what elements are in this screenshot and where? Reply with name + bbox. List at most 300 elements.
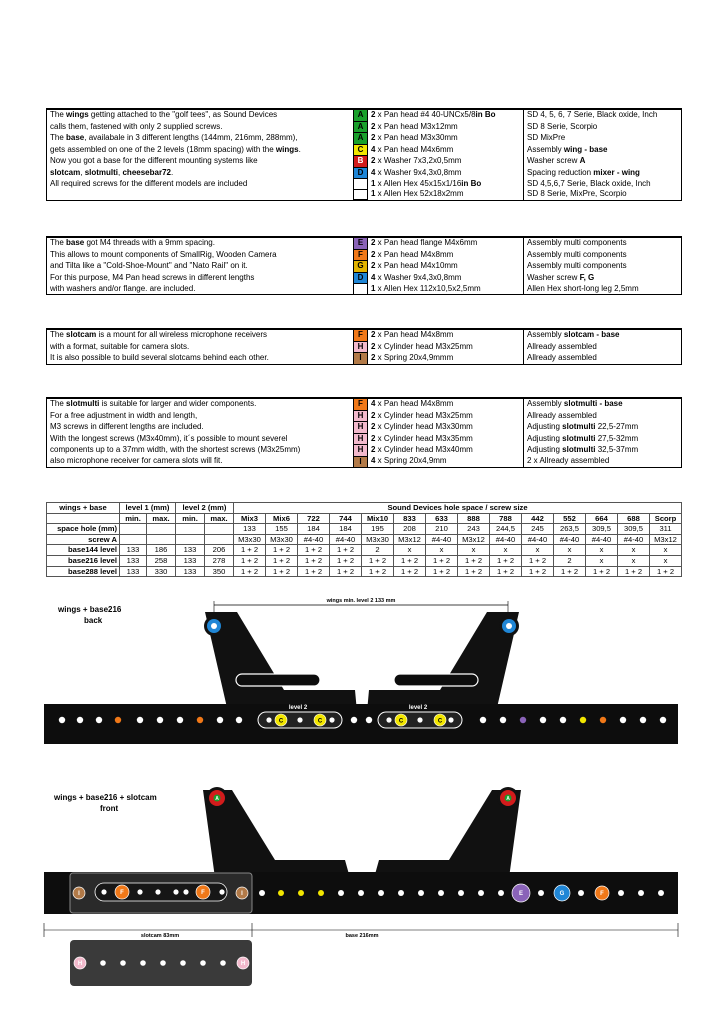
- plate-hole: [660, 717, 666, 723]
- part-code-badge: G: [354, 261, 368, 273]
- fit-cell: x: [522, 545, 554, 556]
- description-cell: The base got M4 threads with a 9mm spacing.: [47, 238, 354, 250]
- fit-cell: x: [650, 545, 682, 556]
- notice-cell: Washer screw F, G: [524, 272, 682, 284]
- plate-hole: [458, 890, 464, 896]
- part-code-badge: [354, 284, 368, 295]
- level1-slot-right: [394, 674, 478, 686]
- model-header: 442: [522, 513, 554, 524]
- space-cell: 245: [522, 524, 554, 535]
- description-cell: [47, 189, 354, 200]
- diagram1-label-line1: wings + base216: [58, 605, 122, 614]
- minmax-header: min.: [120, 513, 147, 524]
- fit-cell: x: [650, 555, 682, 566]
- fit-cell: 1 + 2: [362, 566, 394, 577]
- part-code-badge: [354, 189, 368, 200]
- description-cell: The base, availabale in 3 different lengths (144mm, 216mm, 288mm),: [47, 133, 354, 145]
- description-cell: with washers and/or flange. are included.: [47, 284, 354, 295]
- level1-label-right: level 1: [431, 665, 451, 671]
- notice-cell: Allready assembled: [524, 410, 682, 422]
- plate-hole: [540, 717, 546, 723]
- part-code-badge: A: [354, 110, 368, 122]
- notice-cell: Assembly multi components: [524, 249, 682, 261]
- screw-cell: #4-40: [426, 534, 458, 545]
- part-code-badge: F: [354, 249, 368, 261]
- grid-cell: [205, 534, 234, 545]
- slotcam-table: [46, 328, 682, 365]
- diagram-wings-base216-slotcam-front: [0, 780, 724, 990]
- part-code-badge: H: [354, 341, 368, 353]
- fit-cell: 1 + 2: [522, 555, 554, 566]
- model-header: 888: [458, 513, 490, 524]
- fit-cell: 2: [554, 555, 586, 566]
- screw-cell: M3x12: [650, 534, 682, 545]
- description-cell: The slotcam is a mount for all wireless microphone receivers: [47, 330, 354, 342]
- plate-hole: [398, 890, 404, 896]
- model-header: Mix10: [362, 513, 394, 524]
- description-cell: Now you got a base for the different mounting systems like: [47, 156, 354, 168]
- space-cell: 309,5: [618, 524, 650, 535]
- notice-cell: Assembly multi components: [524, 238, 682, 250]
- fit-cell: x: [458, 545, 490, 556]
- table-row: [47, 399, 682, 411]
- description-cell: The wings getting attached to the "golf tees", as Sound Devices: [47, 110, 354, 122]
- fit-cell: 1 + 2: [330, 555, 362, 566]
- package-cell: 4 x Pan head M4x8mm: [368, 399, 524, 411]
- description-cell: calls them, fastened with only 2 supplied screws.: [47, 121, 354, 133]
- table-row: [47, 410, 682, 422]
- plate-hole: [177, 717, 183, 723]
- table-row: [47, 272, 682, 284]
- level-cell: 133: [176, 555, 205, 566]
- package-cell: 2 x Washer 7x3,2x0,5mm: [368, 156, 524, 168]
- fit-cell: 1 + 2: [234, 566, 266, 577]
- slotcam-dimension-label: slotcam 83mm: [140, 933, 180, 939]
- level2-label-left: level 2: [288, 705, 308, 711]
- screw-cell: #4-40: [554, 534, 586, 545]
- notice-cell: Assembly wing - base: [524, 144, 682, 156]
- package-cell: 1 x Allen Hex 112x10,5x2,5mm: [368, 284, 524, 295]
- plate-hole: [137, 717, 143, 723]
- screw-cell: M3x12: [458, 534, 490, 545]
- description-cell: The slotmulti is suitable for larger and wider components.: [47, 399, 354, 411]
- part-code-badge: [354, 200, 368, 201]
- plate-hole: [378, 890, 384, 896]
- part-code-badge: [354, 179, 368, 190]
- fit-cell: 2: [362, 545, 394, 556]
- description-cell: with a format, suitable for camera slots.: [47, 341, 354, 353]
- level-cell: 278: [205, 555, 234, 566]
- space-cell: 208: [394, 524, 426, 535]
- svg-text:C: C: [278, 718, 284, 725]
- svg-text:F: F: [201, 890, 205, 897]
- package-cell: 2 x Spring 20x4,9mmm: [368, 353, 524, 365]
- svg-text:C: C: [437, 718, 443, 725]
- model-header: 722: [298, 513, 330, 524]
- model-header: 788: [490, 513, 522, 524]
- table-row: [47, 422, 682, 434]
- base216-plate: [44, 704, 678, 744]
- diagram2-label-line1: wings + base216 + slotcam: [54, 793, 157, 802]
- dimension-label: wings min. level 2 133 mm: [326, 598, 396, 604]
- fit-cell: 1 + 2: [586, 566, 618, 577]
- part-code-badge: D: [354, 167, 368, 179]
- grid-cell: [120, 534, 147, 545]
- diagram-wings-base216-back: [0, 592, 724, 762]
- package-cell: 4 x Washer 9x4,3x0,8mm: [368, 272, 524, 284]
- plate-hole: [578, 890, 584, 896]
- plate-hole: [418, 890, 424, 896]
- fit-cell: 1 + 2: [394, 566, 426, 577]
- fit-cell: 1 + 2: [522, 566, 554, 577]
- svg-text:F: F: [120, 890, 124, 897]
- notice-cell: [524, 200, 682, 201]
- svg-text:A: A: [506, 796, 510, 802]
- fit-cell: 1 + 2: [266, 566, 298, 577]
- svg-text:A: A: [215, 796, 219, 802]
- slot-hole: [266, 717, 271, 722]
- description-cell: This allows to mount components of SmallRig, Wooden Camera: [47, 249, 354, 261]
- package-cell: 2 x Pan head #4 40-UNCx5/8in Bo: [368, 110, 524, 122]
- svg-text:C: C: [398, 718, 404, 725]
- description-cell: For this purpose, M4 Pan head screws in different lengths: [47, 272, 354, 284]
- fit-cell: 1 + 2: [330, 566, 362, 577]
- package-cell: [368, 200, 524, 201]
- screw-cell: #4-40: [490, 534, 522, 545]
- table-row: [47, 261, 682, 273]
- notice-cell: Allen Hex short-long leg 2,5mm: [524, 284, 682, 295]
- plate-hole: [358, 890, 364, 896]
- table-row: [47, 133, 682, 145]
- table-row: [47, 167, 682, 179]
- fit-cell: x: [586, 545, 618, 556]
- fit-cell: x: [586, 555, 618, 566]
- part-code-badge: A: [354, 121, 368, 133]
- svg-text:I: I: [241, 891, 243, 898]
- notice-cell: Assembly slotcam - base: [524, 330, 682, 342]
- fit-cell: x: [394, 545, 426, 556]
- slot-hole: [137, 889, 142, 894]
- minmax-header: max.: [205, 513, 234, 524]
- plate-hole: [580, 717, 586, 723]
- table-row: [47, 121, 682, 133]
- plate-hole: [480, 717, 486, 723]
- level-cell: 206: [205, 545, 234, 556]
- grid-cell: [120, 524, 147, 535]
- slotmulti-table: [46, 397, 682, 468]
- notice-cell: Assembly slotmulti - base: [524, 399, 682, 411]
- notice-cell: SD 4,5,6,7 Serie, Black oxide, Inch: [524, 179, 682, 190]
- level2-label-right: level 2: [408, 705, 428, 711]
- table-row: [47, 144, 682, 156]
- level-cell: 133: [176, 545, 205, 556]
- level-cell: 133: [120, 545, 147, 556]
- grid-row: [47, 566, 682, 577]
- slotcam-hole: [140, 960, 146, 966]
- plate-hole: [338, 890, 344, 896]
- fit-cell: 1 + 2: [394, 555, 426, 566]
- grid-cell: [176, 524, 205, 535]
- plate-hole: [520, 717, 526, 723]
- level1-header: level 1 (mm): [120, 503, 176, 514]
- part-code-badge: H: [354, 410, 368, 422]
- fit-cell: 1 + 2: [426, 566, 458, 577]
- model-header: 688: [618, 513, 650, 524]
- space-cell: 243: [458, 524, 490, 535]
- svg-text:I: I: [78, 891, 80, 898]
- notice-cell: Allready assembled: [524, 341, 682, 353]
- plate-hole: [318, 890, 324, 896]
- svg-text:C: C: [317, 718, 323, 725]
- package-cell: 1 x Allen Hex 52x18x2mm: [368, 189, 524, 200]
- plate-hole: [366, 717, 372, 723]
- fit-cell: 1 + 2: [650, 566, 682, 577]
- package-cell: 4 x Pan head M4x6mm: [368, 144, 524, 156]
- notice-cell: SD 8 Serie, Scorpio: [524, 121, 682, 133]
- space-cell: 210: [426, 524, 458, 535]
- description-cell: M3 screws in different lengths are included.: [47, 422, 354, 434]
- slotcam-hole: [160, 960, 166, 966]
- description-cell: All required screws for the different models are included: [47, 179, 354, 190]
- part-code-badge: A: [354, 133, 368, 145]
- base-dimension-label: base 216mm: [345, 933, 379, 939]
- fit-cell: 1 + 2: [490, 566, 522, 577]
- fit-cell: 1 + 2: [298, 566, 330, 577]
- table-row: [47, 284, 682, 295]
- plate-hole: [197, 717, 203, 723]
- grid-cell: [205, 524, 234, 535]
- space-cell: 309,5: [586, 524, 618, 535]
- plate-hole: [59, 717, 65, 723]
- fit-cell: 1 + 2: [618, 566, 650, 577]
- space-label: space hole (mm): [47, 524, 120, 535]
- space-cell: 263,5: [554, 524, 586, 535]
- part-code-badge: I: [354, 353, 368, 365]
- plate-hole: [600, 717, 606, 723]
- fit-cell: 1 + 2: [458, 555, 490, 566]
- slot-hole: [101, 889, 106, 894]
- level1-slot-left: [236, 674, 320, 686]
- space-cell: 155: [266, 524, 298, 535]
- plate-hole: [115, 717, 121, 723]
- space-cell: 184: [298, 524, 330, 535]
- package-cell: 4 x Spring 20x4,9mm: [368, 456, 524, 468]
- part-code-badge: B: [354, 156, 368, 168]
- notice-cell: Spacing reduction mixer - wing: [524, 167, 682, 179]
- level-cell: 186: [147, 545, 176, 556]
- package-cell: 2 x Pan head M4x8mm: [368, 249, 524, 261]
- table-row: [47, 200, 682, 201]
- part-code-badge: H: [354, 445, 368, 457]
- plate-hole: [259, 890, 265, 896]
- notice-cell: Adjusting slotmulti 22,5-27mm: [524, 422, 682, 434]
- model-header: 833: [394, 513, 426, 524]
- screw-cell: M3x30: [234, 534, 266, 545]
- plate-hole: [498, 890, 504, 896]
- level2-header: level 2 (mm): [176, 503, 234, 514]
- screw-cell: #4-40: [618, 534, 650, 545]
- plate-hole: [77, 717, 83, 723]
- table-row: [47, 179, 682, 190]
- table-row: [47, 156, 682, 168]
- slotcam-hole: [180, 960, 186, 966]
- table-row: [47, 456, 682, 468]
- table-row: [47, 341, 682, 353]
- slot-hole: [183, 889, 188, 894]
- table-row: [47, 445, 682, 457]
- table-row: [47, 238, 682, 250]
- plate-hole: [236, 717, 242, 723]
- fit-cell: x: [618, 555, 650, 566]
- svg-text:F: F: [600, 891, 604, 898]
- fit-cell: 1 + 2: [554, 566, 586, 577]
- slotcam-hole: [220, 960, 226, 966]
- wings-table: [46, 108, 682, 201]
- part-code-badge: H: [354, 422, 368, 434]
- part-code-badge: F: [354, 330, 368, 342]
- svg-text:H: H: [77, 961, 83, 968]
- notice-cell: Adjusting slotmulti 32,5-37mm: [524, 445, 682, 457]
- model-header: Mix3: [234, 513, 266, 524]
- diagram1-label-line2: back: [84, 616, 103, 625]
- fit-cell: 1 + 2: [266, 555, 298, 566]
- diagram2-label-line2: front: [100, 804, 119, 813]
- plate-hole: [618, 890, 624, 896]
- plate-hole: [640, 717, 646, 723]
- model-header: 633: [426, 513, 458, 524]
- notice-cell: Assembly multi components: [524, 261, 682, 273]
- description-cell: For a free adjustment in width and length,: [47, 410, 354, 422]
- slot-hole: [173, 889, 178, 894]
- notice-cell: 2 x Allready assembled: [524, 456, 682, 468]
- fit-cell: 1 + 2: [426, 555, 458, 566]
- plate-hole: [278, 890, 284, 896]
- notice-cell: Adjusting slotmulti 27,5-32mm: [524, 433, 682, 445]
- description-cell: and Tilta like a "Cold-Shoe-Mount" and "Nato Rail" on it.: [47, 261, 354, 273]
- plate-hole: [157, 717, 163, 723]
- grid-corner: wings + base: [47, 503, 120, 514]
- level-cell: 133: [120, 555, 147, 566]
- plate-hole: [298, 890, 304, 896]
- screw-cell: M3x30: [362, 534, 394, 545]
- screw-label: screw A: [47, 534, 120, 545]
- notice-cell: SD 8 Serie, MixPre, Scorpio: [524, 189, 682, 200]
- table-row: [47, 330, 682, 342]
- table-row: [47, 433, 682, 445]
- model-header: 744: [330, 513, 362, 524]
- fit-cell: 1 + 2: [490, 555, 522, 566]
- svg-text:E: E: [518, 891, 524, 898]
- svg-text:G: G: [559, 891, 565, 898]
- minmax-header: max.: [147, 513, 176, 524]
- row-label: base144 level: [47, 545, 120, 556]
- sound-devices-header: Sound Devices hole space / screw size: [234, 503, 682, 514]
- fit-cell: 1 + 2: [458, 566, 490, 577]
- package-cell: 1 x Allen Hex 45x15x1/16in Bo: [368, 179, 524, 190]
- plate-hole: [620, 717, 626, 723]
- level-cell: 133: [176, 566, 205, 577]
- fit-cell: 1 + 2: [298, 545, 330, 556]
- part-code-badge: F: [354, 399, 368, 411]
- level-cell: 350: [205, 566, 234, 577]
- description-cell: gets assembled on one of the 2 levels (18mm spacing) with the wings.: [47, 144, 354, 156]
- description-cell: It is also possible to build several slotcams behind each other.: [47, 353, 354, 365]
- part-code-badge: D: [354, 272, 368, 284]
- package-cell: 2 x Cylinder head M3x25mm: [368, 410, 524, 422]
- level1-label-left: level 1: [271, 665, 291, 671]
- fit-cell: 1 + 2: [330, 545, 362, 556]
- grid-row: [47, 555, 682, 566]
- screw-cell: #4-40: [330, 534, 362, 545]
- slotcam-hole: [120, 960, 126, 966]
- plate-hole: [638, 890, 644, 896]
- svg-text:H: H: [240, 961, 246, 968]
- description-cell: slotcam, slotmulti, cheesebar72.: [47, 167, 354, 179]
- package-cell: 2 x Pan head M3x30mm: [368, 133, 524, 145]
- part-code-badge: I: [354, 456, 368, 468]
- fit-cell: 1 + 2: [234, 545, 266, 556]
- grid-row: [47, 545, 682, 556]
- slotcam-hole: [200, 960, 206, 966]
- grid-cell: [147, 524, 176, 535]
- slot-hole: [219, 889, 224, 894]
- grid-cell: [47, 513, 120, 524]
- notice-cell: SD MixPre: [524, 133, 682, 145]
- fit-cell: 1 + 2: [298, 555, 330, 566]
- fit-cell: 1 + 2: [362, 555, 394, 566]
- fit-cell: x: [618, 545, 650, 556]
- space-cell: 244,5: [490, 524, 522, 535]
- space-cell: 195: [362, 524, 394, 535]
- plate-hole: [560, 717, 566, 723]
- screw-cell: M3x12: [394, 534, 426, 545]
- level-cell: 330: [147, 566, 176, 577]
- notice-cell: Allready assembled: [524, 353, 682, 365]
- table-row: [47, 353, 682, 365]
- fit-cell: x: [554, 545, 586, 556]
- package-cell: 2 x Cylinder head M3x40mm: [368, 445, 524, 457]
- level-cell: 133: [120, 566, 147, 577]
- plate-hole: [438, 890, 444, 896]
- screw-cell: M3x30: [266, 534, 298, 545]
- model-header: Scorp: [650, 513, 682, 524]
- fit-cell: 1 + 2: [266, 545, 298, 556]
- plate-hole: [538, 890, 544, 896]
- package-cell: 2 x Cylinder head M3x35mm: [368, 433, 524, 445]
- plate-hole: [351, 717, 357, 723]
- fit-cell: x: [490, 545, 522, 556]
- fit-cell: x: [426, 545, 458, 556]
- fit-cell: 1 + 2: [234, 555, 266, 566]
- space-cell: 184: [330, 524, 362, 535]
- package-cell: 2 x Pan head flange M4x6mm: [368, 238, 524, 250]
- model-header: 664: [586, 513, 618, 524]
- part-code-badge: H: [354, 433, 368, 445]
- notice-cell: SD 4, 5, 6, 7 Serie, Black oxide, Inch: [524, 110, 682, 122]
- package-cell: 2 x Pan head M4x10mm: [368, 261, 524, 273]
- table-row: [47, 189, 682, 200]
- grid-cell: [176, 534, 205, 545]
- package-cell: 2 x Pan head M4x8mm: [368, 330, 524, 342]
- plate-hole: [478, 890, 484, 896]
- screw-cell: #4-40: [586, 534, 618, 545]
- slot-hole: [155, 889, 160, 894]
- plate-hole: [658, 890, 664, 896]
- table-row: [47, 249, 682, 261]
- part-code-badge: C: [354, 144, 368, 156]
- screw-cell: #4-40: [298, 534, 330, 545]
- compatibility-grid: [46, 502, 682, 577]
